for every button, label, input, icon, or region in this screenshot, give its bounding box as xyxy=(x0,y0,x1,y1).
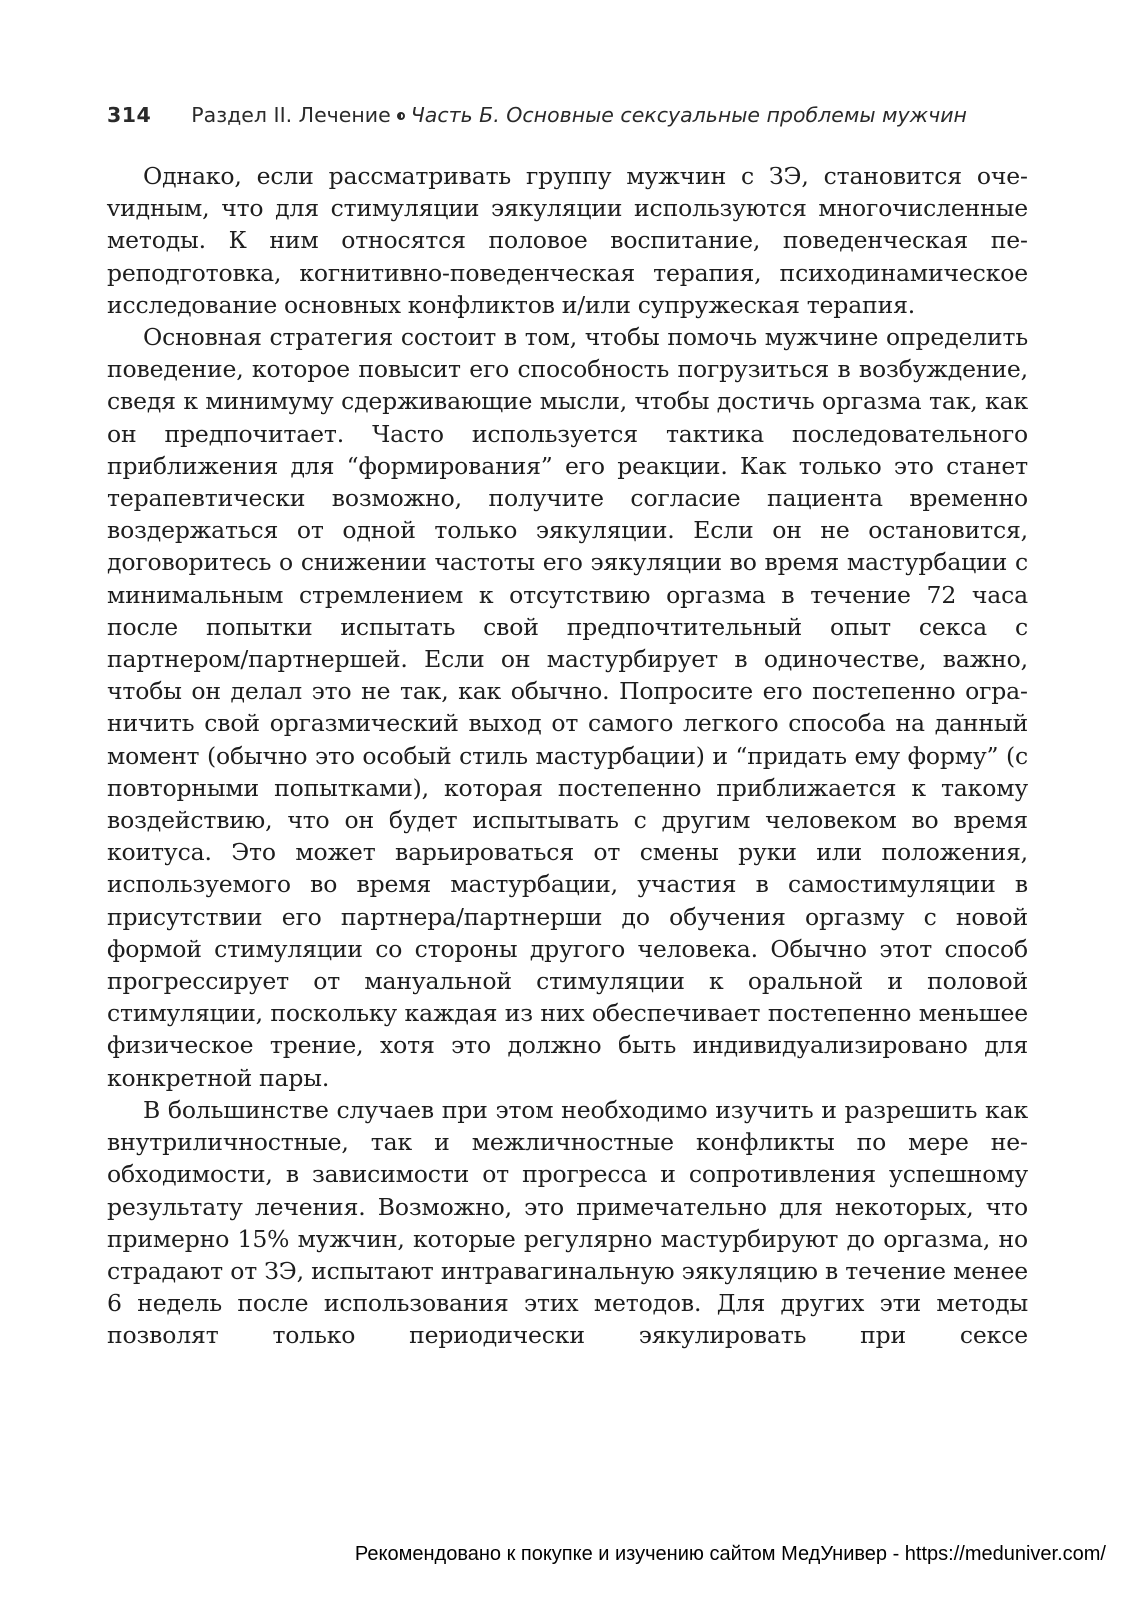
running-header xyxy=(107,100,1027,130)
watermark-link[interactable]: Рекомендовано к покупке и изучению сайтом МедУнивер - https://meduniver.com/ xyxy=(354,1543,1106,1565)
paragraph-2: Основная стратегия состоит в том, чтобы помочь мужчине определить поведение, которое повысит его способность погрузиться в возбуждение, сведя к минимуму сдерживающие мысли, чтобы достичь оргазма так, как он предпочитает. Часто используется тактика последовательного приближения для “формирования” его реакции. Как только это станет терапевтически возможно, получите согласие пациента временно воздержаться от одной только эякуляции. Если он не остановится, договоритесь о снижении частоты его эякуляции во время мастурбации с минимальным стремлением к отсутствию оргазма в течение 72 часа после попытки испытать свой предпочтительный опыт секса с партнером/партнершей. Если он мастурбирует в одиночестве, важно, чтобы он делал это не так, как обычно. Попросите его постепенно ограничить свой оргазмический выход от самого легкого способа на данный момент (обычно это особый стиль мастурбации) и “придать ему форму” (с повторными попытками), которая постепенно приближается к такому воздействию, что он будет испытывать с другим человеком во время коитуса. Это может варьироваться от смены руки или положения, используемого во время мастурбации, участия в самостимуляции в присутствии его партнера/партнерши до обучения оргазму с новой формой стимуляции со стороны другого человека. Обычно этот способ прогрессирует от мануальной стимуляции к оральной и половой стимуляции, поскольку каждая из них обеспечивает постепенно меньшее физическое трение, хотя это должно быть индивидуализировано для конкретной пары. xyxy=(107,323,1028,1092)
section-title: Раздел II. Лечение xyxy=(191,103,391,127)
body-text xyxy=(107,160,1028,1352)
part-title: Часть Б. Основные сексуальные проблемы мужчин xyxy=(410,103,967,127)
paragraph-1: Однако, если рассматривать группу мужчин с ЗЭ, становится очеvидным, что для стимуляции эякуляции используются многочисленные методы. К ним относятся половое воспитание, поведенческая переподготовка, когнитивно-поведенческая терапия, психодинамическое исследование основных конфликтов и/или супружеская терапия. xyxy=(107,162,1028,319)
bullet-separator-icon xyxy=(397,112,405,120)
page-number: 314 xyxy=(107,103,152,127)
paragraph-3: В большинстве случаев при этом необходимо изучить и разрешить как внутриличностные, так и межличностные конфликты по мере необходимости, в зависимости от прогресса и сопротивления успешному результату лечения. Возможно, это примечательно для некоторых, что примерно 15% мужчин, которые регулярно мастурбируют до оргазма, но страдают от ЗЭ, испытают интравагинальную эякуляцию в течение менее 6 недель после использования этих методов. Для других эти методы позволят только периодически эякулировать при сексе xyxy=(107,1095,1028,1350)
